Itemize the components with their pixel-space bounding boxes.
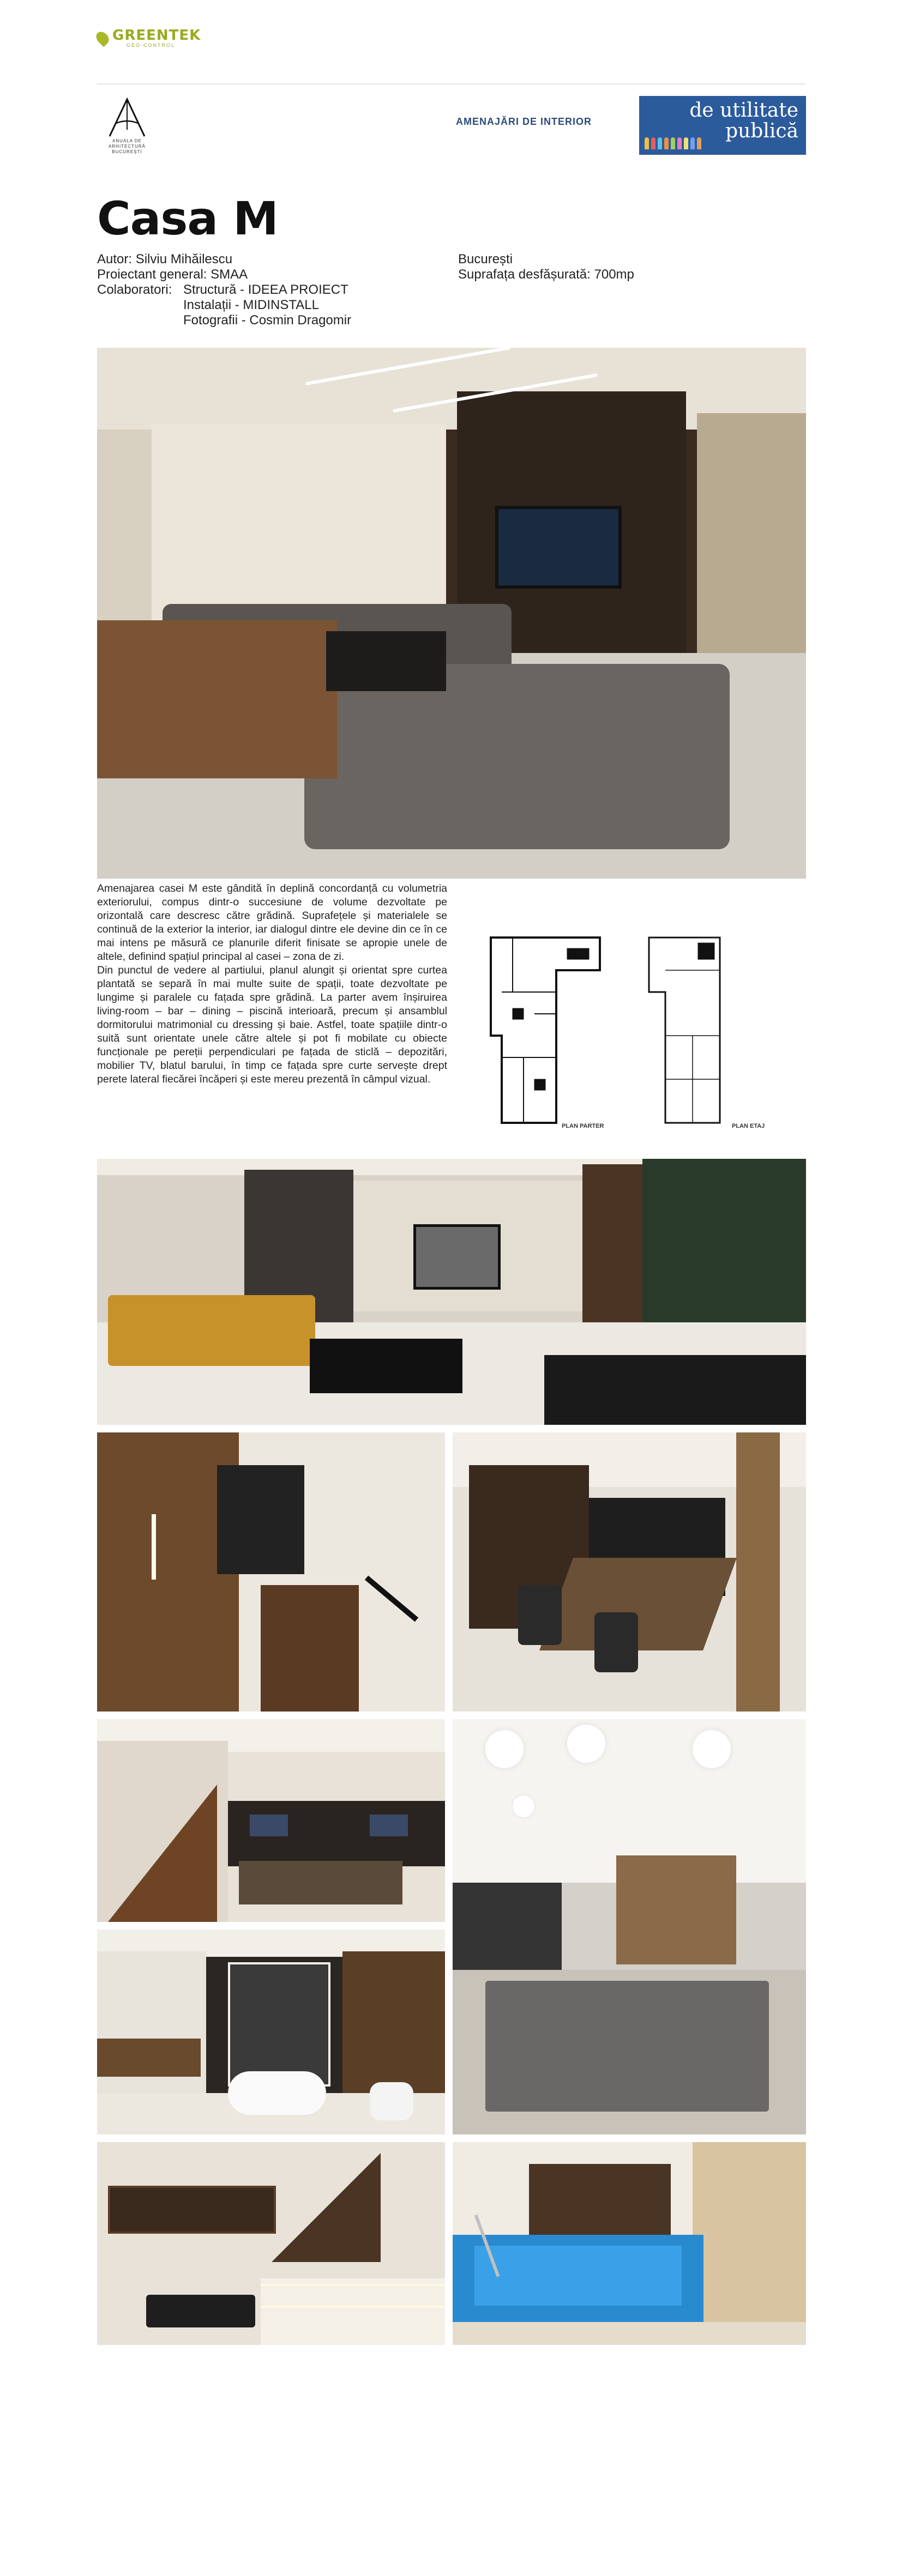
collaborator-structure: Structură - IDEEA PROIECT — [183, 282, 348, 297]
section-label: AMENAJĂRI DE INTERIOR — [456, 116, 592, 127]
bathroom-photo — [97, 1930, 445, 2134]
area: Suprafața desfășurată: 700mp — [458, 267, 634, 282]
anuala-caption-1: ANUALA DE ARHITECTURĂ — [109, 138, 146, 149]
bedroom-photo — [453, 1719, 806, 2134]
article-title: Casa M — [97, 192, 278, 245]
brand-name: GREENTEK — [112, 27, 201, 44]
article-body — [97, 882, 447, 1086]
greentek-logo — [97, 28, 201, 48]
first-floor-plan — [649, 938, 720, 1123]
leaf-icon — [94, 29, 112, 47]
hallway-photo — [97, 2142, 445, 2345]
collaborator-installations: Instalații - MIDINSTALL — [183, 298, 319, 312]
plan-label-ground: PLAN PARTER — [562, 1123, 604, 1129]
paragraph-2: Din punctul de vedere al partiului, planul alungit și orientat spre curtea plantată se separă în mai multe suite de spații, toate dezvoltate pe lungime și paralele cu fațada spre grădină. La parter avem înșiruirea living-room – bar – dining – piscină interioară, precum și ansamblul dormitorului matrimonial cu dressing și baie. Astfel, toate spațiile dintr-o suită sunt orientate unele către altele și pot fi mobilate cu obiecte funcționale pe pereții perpendiculari pe fațada de sticlă – depozitări, mobilier TV, blatul barului, în timp ce fațada spre curte servește drept perete lateral fiecărei încăperi și este mereu prezentă în câmpul vizual. — [97, 964, 447, 1085]
anuala-a-icon — [105, 97, 149, 138]
collaborator-photos: Fotografii - Cosmin Dragomir — [183, 313, 352, 328]
general-designer: Proiectant general: SMAA — [97, 267, 248, 282]
bar-photo — [453, 1432, 806, 1712]
plan-label-first: PLAN ETAJ — [732, 1123, 765, 1129]
living-room-photo — [97, 348, 806, 879]
collaborators-label: Colaboratori: — [97, 282, 172, 297]
header-divider — [97, 83, 806, 84]
stair-living-photo — [97, 1719, 445, 1922]
utilitate-publica-badge — [639, 96, 806, 155]
badge-line-1: de utilitate — [689, 99, 798, 122]
pool-photo — [453, 2142, 806, 2345]
anuala-logo — [97, 97, 157, 155]
anuala-caption-2: BUCUREȘTI — [112, 149, 142, 154]
staircase-photo — [97, 1432, 445, 1712]
floor-plans — [480, 927, 802, 1134]
paragraph-1: Amenajarea casei M este gândită în deplină concordanță cu volumetria exteriorului, compus dintr-o succesiune de volume dezvoltate pe orizontală care descresc către grădină. Suprafețele și materialele se continuă de la exterior la interior, iar dialogul dintre ele devine din ce în ce mai intens pe măsură ce planurile diferit finisate se apropie unele de altele, definind spațiul principal al casei – zona de zi. — [97, 882, 447, 963]
badge-line-2: publică — [725, 120, 798, 142]
living-tv-photo — [97, 1159, 806, 1425]
ground-floor-plan — [491, 938, 600, 1123]
brand-tagline: GEO-CONTROL — [127, 43, 176, 48]
author: Autor: Silviu Mihăilescu — [97, 252, 233, 267]
city: București — [458, 252, 513, 267]
